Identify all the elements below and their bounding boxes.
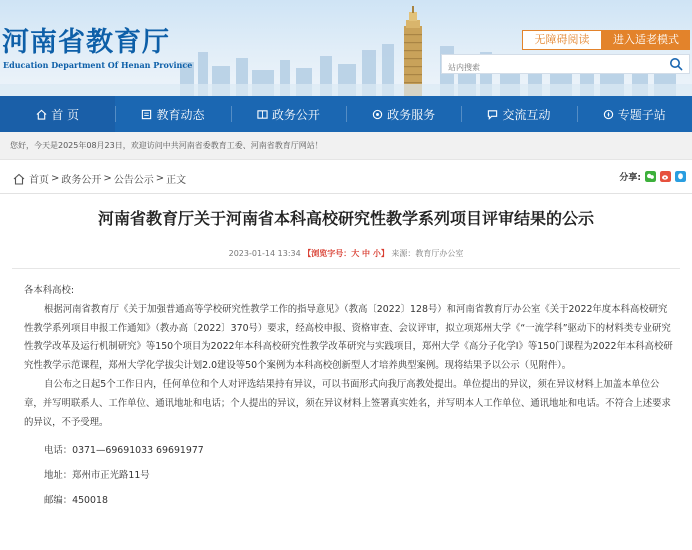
elder-mode-button[interactable]: 进入适老模式 bbox=[602, 30, 690, 50]
breadcrumb-home[interactable]: 首页 bbox=[29, 175, 49, 186]
article-meta bbox=[0, 248, 692, 259]
font-size-label: 【浏览字号： bbox=[303, 249, 352, 258]
breadcrumb bbox=[0, 160, 692, 194]
article-body bbox=[24, 282, 674, 513]
topic-icon bbox=[603, 109, 614, 120]
font-size-medium[interactable]: 中 bbox=[362, 249, 371, 258]
article-salutation: 各本科高校: bbox=[24, 285, 75, 296]
nav-item-government-affairs[interactable] bbox=[231, 96, 346, 132]
breadcrumb-separator: > bbox=[103, 173, 112, 184]
site-logo-subtitle: Education Department Of Henan Province bbox=[3, 60, 193, 70]
nav-label-education-news: 教育动态 bbox=[156, 107, 205, 122]
site-header bbox=[0, 0, 692, 96]
font-size-label-end: 】 bbox=[380, 249, 389, 258]
article-source: 来源：教育厅办公室 bbox=[391, 249, 464, 258]
contact-address: 地址：郑州市正光路11号 bbox=[44, 470, 150, 482]
breadcrumb-announcements[interactable]: 公告公示 bbox=[113, 175, 154, 186]
breadcrumb-separator: > bbox=[155, 173, 165, 184]
font-size-switcher bbox=[303, 249, 389, 258]
search-box bbox=[441, 54, 690, 74]
nav-item-home[interactable] bbox=[0, 96, 115, 132]
nav-item-interaction[interactable] bbox=[461, 96, 576, 132]
article-title: 河南省教育厅关于河南省本科高校研究性教学系列项目评审结果的公示 bbox=[97, 209, 594, 228]
breadcrumb-current: 正文 bbox=[166, 175, 187, 186]
nav-label-topic-sites: 专题子站 bbox=[617, 107, 666, 122]
contact-phone: 电话：0371—69691033 69691977 bbox=[44, 445, 204, 457]
home-icon bbox=[36, 109, 47, 120]
news-icon bbox=[141, 109, 152, 120]
share-label: 分享: bbox=[619, 173, 641, 183]
weibo-share-icon[interactable] bbox=[660, 171, 671, 182]
search-input[interactable] bbox=[442, 59, 657, 77]
font-size-small[interactable]: 小 bbox=[372, 249, 381, 258]
service-icon bbox=[372, 109, 383, 120]
wechat-share-icon[interactable] bbox=[645, 171, 656, 182]
home-icon bbox=[13, 173, 25, 185]
site-logo-title[interactable]: 河南省教育厅 bbox=[2, 27, 170, 58]
article-date: 2023-01-14 13:34 bbox=[228, 249, 301, 258]
document-icon bbox=[257, 109, 268, 120]
search-icon[interactable] bbox=[669, 57, 683, 71]
welcome-bar: 您好，今天是2025年08月23日，欢迎访问中共河南省委教育工委、河南省教育厅网站！ bbox=[0, 132, 692, 160]
qq-share-icon[interactable] bbox=[675, 171, 686, 182]
accessibility-reading-button[interactable]: 无障碍阅读 bbox=[522, 30, 602, 50]
nav-item-education-news[interactable] bbox=[115, 96, 230, 132]
nav-label-interaction: 交流互动 bbox=[502, 107, 551, 122]
contact-info bbox=[24, 438, 674, 513]
nav-label-home: 首 页 bbox=[51, 107, 80, 122]
breadcrumb-government-affairs[interactable]: 政务公开 bbox=[61, 175, 102, 186]
main-nav bbox=[0, 96, 692, 132]
breadcrumb-separator: > bbox=[51, 173, 60, 184]
article-paragraph: 根据河南省教育厅《关于加强普通高等学校研究性教学工作的指导意见》（教高〔2022〕128号）和河南省教育厅办公室《关于2022年度本科高校研究性教学系列项目申报工作通知》（教办高〔2022〕370号）要求，经高校申报、资格审查、会议评审，拟立项郑州大学《“一流学科”驱动下的材料类专业研究性教学改革及运行机制研究》等150个项目为2022年本科高校研究性教学改革研究与实践项目，郑州大学《高分子化学Ⅰ》等150门课程为2022年本科高校研究性教学示范课程，郑州大学化学拔尖计划2.0建设等50个案例为本科高校创新型人才培养典型案例。现将结果予以公示（见附件）。 bbox=[24, 303, 673, 372]
nav-label-government-affairs: 政务公开 bbox=[271, 107, 320, 122]
nav-label-government-services: 政务服务 bbox=[387, 107, 436, 122]
nav-item-topic-sites[interactable] bbox=[577, 96, 692, 132]
contact-postcode: 邮编：450018 bbox=[44, 495, 108, 507]
share-bar bbox=[619, 170, 686, 183]
font-size-large[interactable]: 大 bbox=[351, 249, 360, 258]
title-divider bbox=[12, 268, 680, 269]
tower-landmark bbox=[404, 6, 422, 96]
nav-item-government-services[interactable] bbox=[346, 96, 461, 132]
article-paragraph: 自公布之日起5个工作日内，任何单位和个人对评选结果持有异议，可以书面形式向我厅高教处提出。单位提出的异议，须在异议材料上加盖本单位公章，并写明联系人、工作单位、通讯地址和电话；个人提出的异议，须在异议材料上签署真实姓名，并写明本人工作单位、通讯地址和电话。不符合上述要求的异议，不予受理。 bbox=[24, 378, 671, 428]
chat-icon bbox=[487, 109, 498, 120]
